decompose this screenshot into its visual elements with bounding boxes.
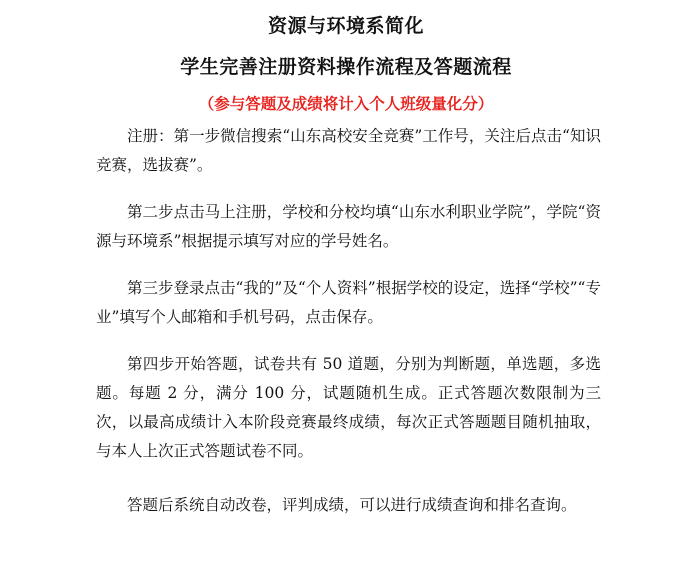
- step-2-paragraph: 第二步点击马上注册，学校和分校均填“山东水利职业学院”，学院“资源与环境系”根据提示填写对应的学号姓名。: [96, 203, 601, 250]
- step-1-paragraph: 注册：第一步微信搜索“山东高校安全竞赛”工作号，关注后点击“知识竞赛，选拔赛”。: [96, 127, 601, 174]
- step-4-paragraph: 第四步开始答题，试卷共有 50 道题，分别为判断题，单选题，多选题。每题 2 分，满分 100 分，试题随机生成。正式答题次数限制为三次，以最高成绩计入本阶段竞赛最终成绩，每次正式答题题目随机抽取，与本人上次正式答题试卷不同。: [96, 355, 601, 460]
- document-title-line-2: 学生完善注册资料操作流程及答题流程: [180, 56, 512, 78]
- document-subtitle-note: （参与答题及成绩将计入个人班级量化分）: [198, 94, 494, 113]
- document-title-line-1: 资源与环境系简化: [267, 15, 424, 37]
- grading-paragraph: 答题后系统自动改卷，评判成绩，可以进行成绩查询和排名查询。: [127, 496, 577, 514]
- step-3-paragraph: 第三步登录点击“我的”及“个人资料”根据学校的设定，选择“学校”“专业”填写个人邮箱和手机号码，点击保存。: [96, 279, 601, 326]
